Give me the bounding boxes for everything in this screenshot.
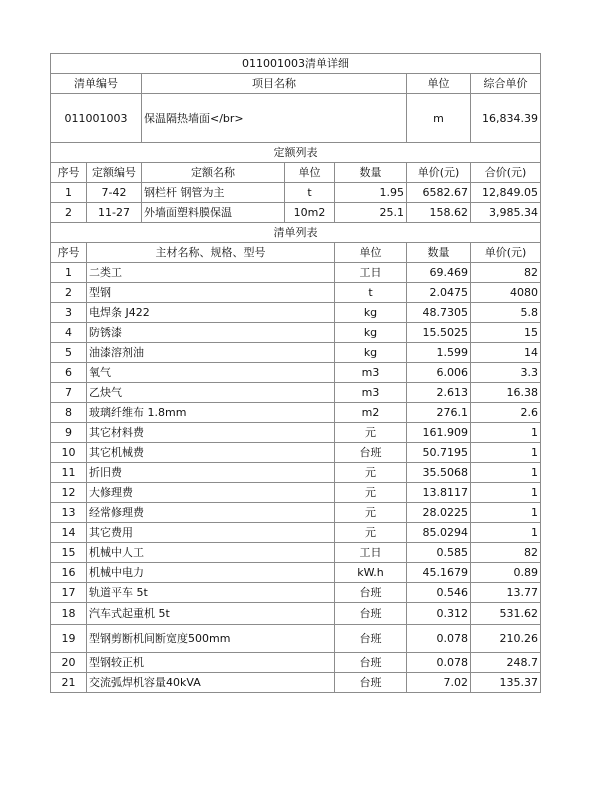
table-row: [51, 673, 541, 693]
table-row: [51, 423, 541, 443]
quota-name: 外墙面塑料膜保温: [142, 203, 285, 223]
page-title: 011001003清单详细: [51, 54, 541, 74]
quota-header-qty: 数量: [335, 163, 407, 183]
material-price: 16.38: [471, 383, 541, 403]
material-qty: 7.02: [407, 673, 471, 693]
material-unit: t: [335, 283, 407, 303]
material-seq: 8: [51, 403, 87, 423]
material-unit: 元: [335, 463, 407, 483]
material-seq: 17: [51, 583, 87, 603]
bill-unit-price: 16,834.39: [471, 94, 541, 143]
material-qty: 0.078: [407, 625, 471, 653]
table-row: [51, 463, 541, 483]
material-unit: kg: [335, 303, 407, 323]
material-qty: 28.0225: [407, 503, 471, 523]
material-price: 248.7: [471, 653, 541, 673]
material-price: 1: [471, 503, 541, 523]
material-price: 0.89: [471, 563, 541, 583]
material-name: 汽车式起重机 5t: [87, 603, 335, 625]
bill-unit: m: [407, 94, 471, 143]
quota-name: 钢栏杆 钢管为主: [142, 183, 285, 203]
material-qty: 2.0475: [407, 283, 471, 303]
table-row: [51, 363, 541, 383]
material-qty: 1.599: [407, 343, 471, 363]
material-seq: 21: [51, 673, 87, 693]
quota-code: 7-42: [87, 183, 142, 203]
material-name: 其它机械费: [87, 443, 335, 463]
material-price: 82: [471, 543, 541, 563]
quota-header-unit: 单位: [285, 163, 335, 183]
material-qty: 48.7305: [407, 303, 471, 323]
material-seq: 5: [51, 343, 87, 363]
material-qty: 15.5025: [407, 323, 471, 343]
material-seq: 7: [51, 383, 87, 403]
quota-total: 3,985.34: [471, 203, 541, 223]
material-price: 2.6: [471, 403, 541, 423]
table-row: [51, 563, 541, 583]
table-row: [51, 403, 541, 423]
material-price: 1: [471, 463, 541, 483]
quota-qty: 25.1: [335, 203, 407, 223]
material-qty: 45.1679: [407, 563, 471, 583]
material-price: 1: [471, 483, 541, 503]
material-qty: 0.585: [407, 543, 471, 563]
material-seq: 4: [51, 323, 87, 343]
material-unit: 台班: [335, 673, 407, 693]
material-qty: 85.0294: [407, 523, 471, 543]
material-seq: 10: [51, 443, 87, 463]
material-qty: 35.5068: [407, 463, 471, 483]
material-price: 135.37: [471, 673, 541, 693]
material-qty: 13.8117: [407, 483, 471, 503]
material-name: 玻璃纤维布 1.8mm: [87, 403, 335, 423]
material-name: 经常修理费: [87, 503, 335, 523]
material-unit: 元: [335, 483, 407, 503]
header-unit-price: 综合单价: [471, 74, 541, 94]
material-price: 13.77: [471, 583, 541, 603]
material-seq: 18: [51, 603, 87, 625]
table-row: [51, 583, 541, 603]
material-unit: m3: [335, 363, 407, 383]
material-qty: 6.006: [407, 363, 471, 383]
material-seq: 9: [51, 423, 87, 443]
table-row: [51, 303, 541, 323]
material-unit: 工日: [335, 263, 407, 283]
table-row: [51, 603, 541, 625]
table-row: [51, 283, 541, 303]
material-name: 乙炔气: [87, 383, 335, 403]
material-unit: kW.h: [335, 563, 407, 583]
material-qty: 0.078: [407, 653, 471, 673]
table-row: [51, 383, 541, 403]
header-item-name: 项目名称: [142, 74, 407, 94]
materials-header-qty: 数量: [407, 243, 471, 263]
quota-qty: 1.95: [335, 183, 407, 203]
material-unit: 元: [335, 523, 407, 543]
material-name: 交流弧焊机容量40kVA: [87, 673, 335, 693]
material-unit: 台班: [335, 603, 407, 625]
quota-seq: 2: [51, 203, 87, 223]
material-name: 轨道平车 5t: [87, 583, 335, 603]
material-unit: 元: [335, 503, 407, 523]
quota-row: [51, 203, 541, 223]
quota-header-seq: 序号: [51, 163, 87, 183]
material-name: 氧气: [87, 363, 335, 383]
material-qty: 50.7195: [407, 443, 471, 463]
header-bill-code: 清单编号: [51, 74, 142, 94]
material-unit: 台班: [335, 583, 407, 603]
material-price: 82: [471, 263, 541, 283]
table-row: [51, 443, 541, 463]
quota-section-title: 定额列表: [51, 143, 541, 163]
quota-header-code: 定额编号: [87, 163, 142, 183]
quota-code: 11-27: [87, 203, 142, 223]
material-unit: 工日: [335, 543, 407, 563]
material-unit: 台班: [335, 443, 407, 463]
material-unit: kg: [335, 323, 407, 343]
material-seq: 6: [51, 363, 87, 383]
material-name: 型钢较正机: [87, 653, 335, 673]
table-row: [51, 503, 541, 523]
material-seq: 3: [51, 303, 87, 323]
quota-header-price: 单价(元): [407, 163, 471, 183]
material-unit: m2: [335, 403, 407, 423]
quota-seq: 1: [51, 183, 87, 203]
quota-row: [51, 183, 541, 203]
bill-detail-table: [50, 53, 541, 693]
material-unit: 台班: [335, 653, 407, 673]
material-name: 机械中电力: [87, 563, 335, 583]
material-name: 型钢剪断机间断宽度500mm: [87, 625, 335, 653]
material-name: 油漆溶剂油: [87, 343, 335, 363]
table-row: [51, 543, 541, 563]
material-seq: 11: [51, 463, 87, 483]
material-seq: 15: [51, 543, 87, 563]
table-row: [51, 263, 541, 283]
material-qty: 0.546: [407, 583, 471, 603]
material-unit: 台班: [335, 625, 407, 653]
material-unit: 元: [335, 423, 407, 443]
header-unit: 单位: [407, 74, 471, 94]
quota-header-total: 合价(元): [471, 163, 541, 183]
material-name: 大修理费: [87, 483, 335, 503]
material-price: 1: [471, 523, 541, 543]
material-price: 15: [471, 323, 541, 343]
material-qty: 2.613: [407, 383, 471, 403]
quota-price: 158.62: [407, 203, 471, 223]
table-row: [51, 625, 541, 653]
material-name: 电焊条 J422: [87, 303, 335, 323]
material-unit: kg: [335, 343, 407, 363]
table-row: [51, 343, 541, 363]
material-name: 其它材料费: [87, 423, 335, 443]
material-price: 3.3: [471, 363, 541, 383]
material-seq: 12: [51, 483, 87, 503]
material-name: 折旧费: [87, 463, 335, 483]
material-seq: 1: [51, 263, 87, 283]
table-row: [51, 523, 541, 543]
materials-header-price: 单价(元): [471, 243, 541, 263]
materials-header-name: 主材名称、规格、型号: [87, 243, 335, 263]
material-seq: 16: [51, 563, 87, 583]
quota-header-name: 定额名称: [142, 163, 285, 183]
material-seq: 20: [51, 653, 87, 673]
quota-unit: t: [285, 183, 335, 203]
item-name: 保温隔热墙面</br>: [142, 94, 407, 143]
table-row: [51, 323, 541, 343]
material-name: 其它费用: [87, 523, 335, 543]
materials-section-title: 清单列表: [51, 223, 541, 243]
material-name: 防锈漆: [87, 323, 335, 343]
bill-code: 011001003: [51, 94, 142, 143]
materials-header-seq: 序号: [51, 243, 87, 263]
material-name: 二类工: [87, 263, 335, 283]
material-qty: 0.312: [407, 603, 471, 625]
material-seq: 14: [51, 523, 87, 543]
material-qty: 161.909: [407, 423, 471, 443]
material-price: 210.26: [471, 625, 541, 653]
material-seq: 19: [51, 625, 87, 653]
quota-total: 12,849.05: [471, 183, 541, 203]
material-price: 1: [471, 423, 541, 443]
material-seq: 2: [51, 283, 87, 303]
material-price: 531.62: [471, 603, 541, 625]
material-price: 4080: [471, 283, 541, 303]
material-unit: m3: [335, 383, 407, 403]
material-price: 1: [471, 443, 541, 463]
quota-unit: 10m2: [285, 203, 335, 223]
material-name: 机械中人工: [87, 543, 335, 563]
material-price: 5.8: [471, 303, 541, 323]
table-row: [51, 483, 541, 503]
material-price: 14: [471, 343, 541, 363]
quota-price: 6582.67: [407, 183, 471, 203]
material-qty: 69.469: [407, 263, 471, 283]
table-body: [51, 54, 541, 693]
table-row: [51, 653, 541, 673]
materials-header-unit: 单位: [335, 243, 407, 263]
material-qty: 276.1: [407, 403, 471, 423]
material-seq: 13: [51, 503, 87, 523]
material-name: 型钢: [87, 283, 335, 303]
